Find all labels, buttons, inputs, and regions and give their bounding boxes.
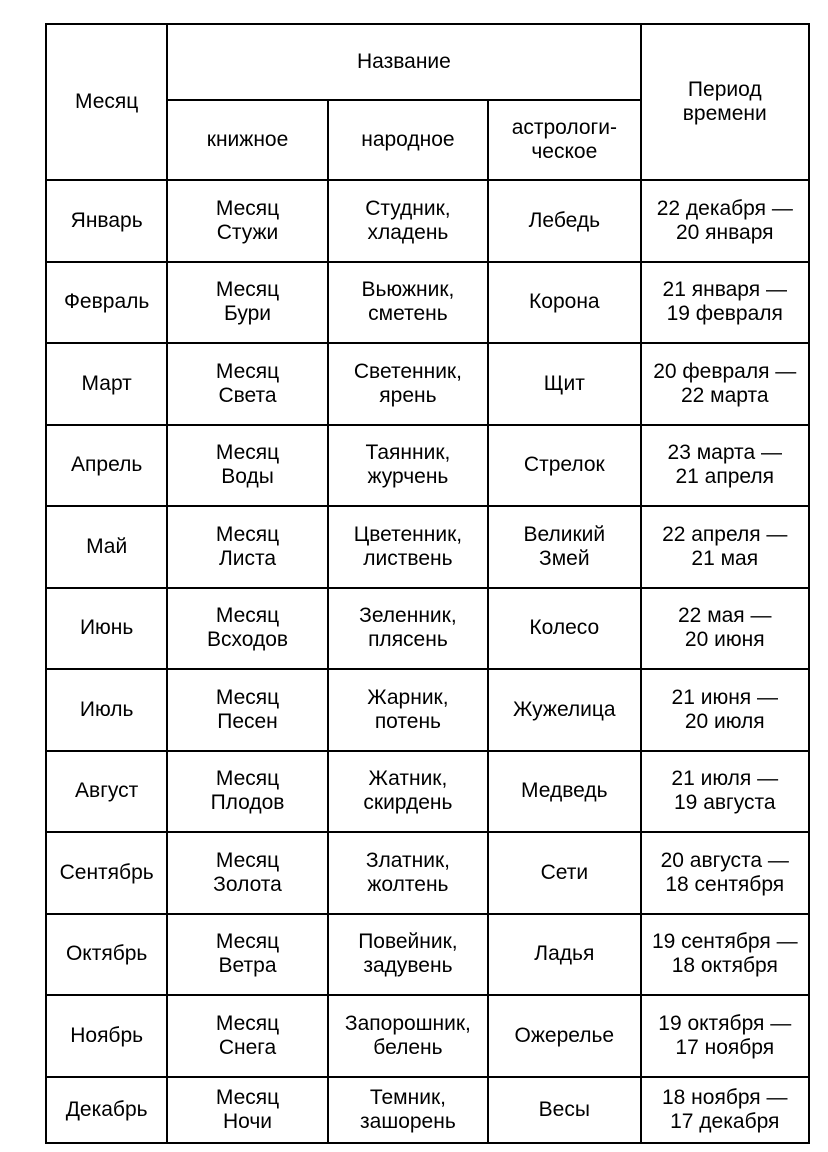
cell-astro-name: Ладья [488, 914, 640, 996]
cell-period [641, 832, 809, 914]
cell-astro-name: Щит [488, 343, 640, 425]
cell-astro-name: Лебедь [488, 180, 640, 262]
cell-folk-name-line1: Темник, [369, 1085, 446, 1109]
cell-month: Январь [46, 180, 167, 262]
header-row-1 [46, 24, 809, 100]
cell-month: Апрель [46, 425, 167, 507]
cell-period-line2: 20 июня [684, 628, 765, 652]
cell-book-name [167, 262, 327, 344]
cell-folk-name-line2: журчень [367, 465, 449, 489]
cell-book-name-line1: Месяц [215, 1011, 280, 1035]
cell-book-name-line2: Стужи [216, 220, 279, 244]
cell-period [641, 262, 809, 344]
cell-folk-name-line1: Златник, [365, 848, 450, 872]
table-row [46, 751, 809, 833]
cell-book-name-line2: Воды [221, 465, 274, 489]
cell-book-name-line2: Золота [213, 872, 282, 896]
cell-book-name-line2: Плодов [210, 791, 285, 815]
cell-folk-name [328, 832, 488, 914]
cell-month: Август [46, 751, 167, 833]
cell-period-line1: 23 марта — [667, 441, 782, 465]
table-row [46, 832, 809, 914]
cell-folk-name-line2: сметень [368, 302, 448, 326]
cell-book-name-line2: Ночи [222, 1109, 273, 1133]
cell-astro-name [488, 506, 640, 588]
cell-book-name-line1: Месяц [215, 767, 280, 791]
cell-book-name [167, 751, 327, 833]
cell-book-name-line1: Месяц [215, 1085, 280, 1109]
cell-book-name-line2: Бури [224, 302, 272, 326]
cell-book-name-line1: Месяц [215, 930, 280, 954]
cell-book-name [167, 669, 327, 751]
cell-period [641, 343, 809, 425]
month-names-table [45, 23, 810, 1144]
table-row [46, 1077, 809, 1143]
header-book: книжное [167, 100, 327, 180]
cell-folk-name [328, 914, 488, 996]
cell-folk-name-line1: Запорошник, [344, 1011, 471, 1035]
header-name: Название [167, 24, 640, 100]
cell-folk-name [328, 995, 488, 1077]
cell-astro-name: Колесо [488, 588, 640, 670]
cell-period [641, 180, 809, 262]
cell-period [641, 425, 809, 507]
cell-book-name-line1: Месяц [215, 359, 280, 383]
cell-folk-name-line2: белень [373, 1035, 443, 1059]
cell-astro-name: Ожерелье [488, 995, 640, 1077]
cell-month: Ноябрь [46, 995, 167, 1077]
cell-folk-name-line1: Вьюжник, [361, 278, 455, 302]
cell-month: Октябрь [46, 914, 167, 996]
cell-folk-name-line2: хладень [367, 220, 449, 244]
cell-astro-name: Медведь [488, 751, 640, 833]
header-period-line2: времени [682, 102, 767, 125]
cell-book-name [167, 180, 327, 262]
cell-period-line1: 22 декабря — [656, 196, 793, 220]
table-body [46, 180, 809, 1143]
cell-month: Март [46, 343, 167, 425]
cell-book-name-line1: Месяц [215, 848, 280, 872]
table-row [46, 343, 809, 425]
cell-folk-name [328, 262, 488, 344]
cell-folk-name [328, 588, 488, 670]
cell-folk-name [328, 1077, 488, 1143]
cell-period-line2: 20 января [675, 220, 774, 244]
cell-astro-name: Корона [488, 262, 640, 344]
cell-month: Декабрь [46, 1077, 167, 1143]
cell-book-name-line2: Света [218, 383, 277, 407]
header-period-line1: Период [687, 78, 762, 101]
cell-folk-name-line1: Жарник, [367, 685, 449, 709]
cell-folk-name-line2: жолтень [367, 872, 449, 896]
table-row [46, 180, 809, 262]
cell-book-name [167, 914, 327, 996]
cell-book-name-line1: Месяц [215, 522, 280, 546]
cell-folk-name-line2: зашорень [360, 1109, 456, 1133]
cell-folk-name-line1: Повейник, [358, 930, 458, 954]
cell-book-name [167, 506, 327, 588]
header-astro [488, 100, 640, 180]
cell-period-line1: 22 мая — [678, 604, 772, 628]
cell-folk-name-line1: Светенник, [353, 359, 462, 383]
cell-period [641, 914, 809, 996]
cell-folk-name [328, 425, 488, 507]
cell-month: Сентябрь [46, 832, 167, 914]
cell-astro-name-line2: Змей [539, 546, 590, 570]
header-folk: народное [328, 100, 488, 180]
cell-period-line1: 20 августа — [660, 848, 789, 872]
cell-period [641, 751, 809, 833]
cell-period-line1: 20 февраля — [653, 359, 797, 383]
header-astro-line1: астрологи- [511, 116, 617, 139]
cell-folk-name-line2: листвень [363, 546, 453, 570]
cell-period-line2: 18 октября [671, 954, 778, 978]
cell-astro-name: Стрелок [488, 425, 640, 507]
cell-astro-name: Сети [488, 832, 640, 914]
cell-book-name-line1: Месяц [215, 441, 280, 465]
cell-month: Февраль [46, 262, 167, 344]
cell-period-line2: 21 апреля [675, 465, 775, 489]
cell-book-name-line1: Месяц [215, 278, 280, 302]
cell-folk-name-line1: Студник, [365, 196, 451, 220]
cell-period-line1: 19 октября — [658, 1011, 792, 1035]
cell-period-line2: 17 ноября [675, 1035, 775, 1059]
cell-month: Май [46, 506, 167, 588]
cell-folk-name-line2: задувень [363, 954, 453, 978]
cell-astro-name: Весы [488, 1077, 640, 1143]
cell-book-name [167, 343, 327, 425]
cell-period [641, 995, 809, 1077]
cell-period-line1: 21 января — [662, 278, 787, 302]
cell-period-line2: 20 июля [684, 709, 765, 733]
cell-folk-name [328, 506, 488, 588]
cell-book-name-line2: Снега [218, 1035, 277, 1059]
table-row [46, 588, 809, 670]
cell-folk-name-line1: Цветенник, [353, 522, 463, 546]
cell-period [641, 669, 809, 751]
cell-astro-name: Жужелица [488, 669, 640, 751]
header-period [641, 24, 809, 180]
table-row [46, 995, 809, 1077]
cell-book-name-line1: Месяц [215, 685, 280, 709]
cell-month: Июнь [46, 588, 167, 670]
cell-folk-name-line2: скирдень [363, 791, 453, 815]
table-row [46, 506, 809, 588]
cell-book-name [167, 425, 327, 507]
cell-period-line2: 21 мая [691, 546, 759, 570]
cell-folk-name-line2: потень [374, 709, 442, 733]
cell-month: Июль [46, 669, 167, 751]
cell-book-name [167, 995, 327, 1077]
cell-folk-name-line2: ярень [379, 383, 437, 407]
cell-period-line2: 19 февраля [666, 302, 783, 326]
cell-book-name [167, 1077, 327, 1143]
cell-book-name-line2: Листа [218, 546, 277, 570]
cell-period [641, 1077, 809, 1143]
table-row [46, 425, 809, 507]
cell-folk-name [328, 180, 488, 262]
cell-astro-name-line1: Великий [523, 522, 606, 546]
cell-book-name [167, 588, 327, 670]
table-row [46, 669, 809, 751]
cell-folk-name-line1: Зеленник, [359, 604, 457, 628]
cell-period [641, 588, 809, 670]
header-month: Месяц [46, 24, 167, 180]
cell-period-line1: 22 апреля — [662, 522, 788, 546]
cell-book-name-line2: Ветра [218, 954, 277, 978]
header-astro-line2: ческое [531, 140, 598, 163]
cell-book-name-line1: Месяц [215, 604, 280, 628]
cell-folk-name-line1: Жатник, [368, 767, 448, 791]
cell-period-line2: 19 августа [674, 791, 776, 815]
cell-folk-name [328, 669, 488, 751]
cell-folk-name [328, 751, 488, 833]
cell-period-line1: 18 ноября — [661, 1085, 788, 1109]
table-row [46, 914, 809, 996]
cell-book-name-line1: Месяц [215, 196, 280, 220]
cell-book-name [167, 832, 327, 914]
cell-book-name-line2: Песен [217, 709, 278, 733]
cell-folk-name-line2: плясень [368, 628, 448, 652]
cell-folk-name-line1: Таянник, [365, 441, 451, 465]
cell-period-line2: 17 декабря [670, 1109, 780, 1133]
cell-book-name-line2: Всходов [206, 628, 289, 652]
cell-folk-name [328, 343, 488, 425]
cell-period-line1: 21 июня — [671, 685, 778, 709]
cell-period-line2: 18 сентября [665, 872, 785, 896]
cell-period [641, 506, 809, 588]
cell-period-line1: 19 сентября — [651, 930, 798, 954]
table-row [46, 262, 809, 344]
cell-period-line1: 21 июля — [671, 767, 779, 791]
cell-period-line2: 22 марта [680, 383, 769, 407]
